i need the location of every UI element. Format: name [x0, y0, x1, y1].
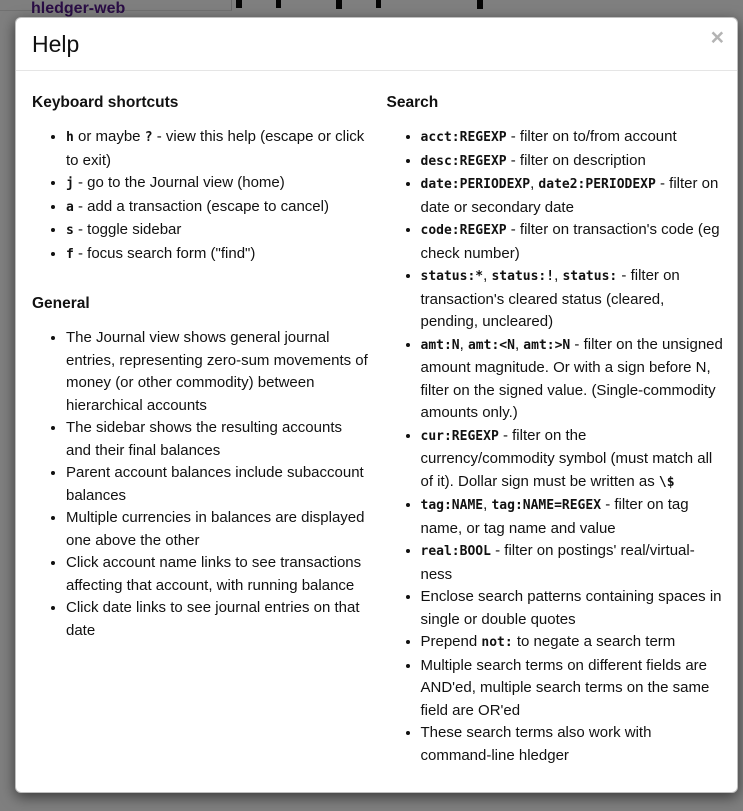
- list-item: • amt:N, amt:<N, amt:>N - filter on the unsigned amount magnitude. Or with a sign before N, filter on the signed value. (Single-commodity amounts only.): [421, 334, 724, 425]
- list-item: • cur:REGEXP - filter on the currency/commodity symbol (must match all of it). Dollar sign must be written as \$: [421, 425, 724, 495]
- inline-code: amt:<N: [467, 337, 515, 353]
- search-list: [387, 126, 724, 767]
- inline-code: status:!: [491, 269, 555, 284]
- list-item: • f - focus search form ("find"): [66, 243, 369, 267]
- list-item: • The Journal view shows general journal entries, representing zero-sum movements of money (or other commodity) between hierarchical accounts: [66, 327, 369, 417]
- list-item: • code:REGEXP - filter on transaction's code (eg check number): [421, 219, 724, 265]
- inline-code: ?: [144, 130, 153, 145]
- inline-code: desc:REGEXP: [420, 153, 507, 169]
- list-item: • Click account name links to see transactions affecting that account, with running balance: [66, 552, 369, 597]
- inline-code: real:BOOL: [420, 544, 491, 559]
- help-modal: [15, 17, 738, 793]
- inline-code: amt:>N: [523, 337, 571, 353]
- inline-code: date:PERIODEXP: [420, 177, 531, 192]
- list-item: • Click date links to see journal entries on that date: [66, 597, 369, 642]
- keyboard-shortcuts-heading: Keyboard shortcuts: [32, 94, 179, 111]
- list-item: • Parent account balances include subaccount balances: [66, 462, 369, 507]
- inline-code: status:: [562, 269, 618, 284]
- inline-code: a: [66, 199, 74, 215]
- inline-code: acct:REGEXP: [420, 130, 507, 145]
- list-item: • real:BOOL - filter on postings' real/virtual-ness: [421, 540, 724, 586]
- inline-code: f: [66, 246, 74, 262]
- inline-code: not:: [481, 635, 513, 650]
- list-item: • desc:REGEXP - filter on description: [421, 150, 724, 174]
- list-item: • These search terms also work with command-line hledger: [421, 722, 724, 767]
- help-left-column: [16, 73, 377, 767]
- list-item: • The sidebar shows the resulting accounts and their final balances: [66, 417, 369, 462]
- modal-header: [16, 18, 737, 71]
- list-item: • Multiple currencies in balances are displayed one above the other: [66, 507, 369, 552]
- inline-code: \$: [658, 474, 675, 490]
- list-item: • j - go to the Journal view (home): [66, 172, 369, 196]
- list-item: • s - toggle sidebar: [66, 219, 369, 243]
- inline-code: status:*: [420, 269, 484, 284]
- list-item: • a - add a transaction (escape to cancel): [66, 196, 369, 220]
- keyboard-shortcuts-list: [32, 126, 369, 266]
- modal-title: Help: [32, 31, 80, 57]
- list-item: • h or maybe ? - view this help (escape or click to exit): [66, 126, 369, 172]
- inline-code: h: [66, 130, 74, 145]
- inline-code: amt:N: [420, 337, 460, 353]
- list-item: • Prepend not: to negate a search term: [421, 631, 724, 655]
- list-item: • acct:REGEXP - filter on to/from account: [421, 126, 724, 150]
- list-item: • tag:NAME, tag:NAME=REGEX - filter on tag name, or tag name and value: [421, 494, 724, 540]
- search-heading: Search: [386, 94, 439, 111]
- help-right-column: [377, 73, 738, 767]
- inline-code: tag:NAME: [420, 498, 484, 513]
- list-item: • status:*, status:!, status: - filter on transaction's cleared status (cleared, pending, uncleared): [421, 265, 724, 334]
- inline-code: s: [66, 223, 74, 238]
- general-heading: General: [32, 295, 90, 312]
- inline-code: code:REGEXP: [420, 223, 507, 238]
- list-item: • date:PERIODEXP, date2:PERIODEXP - filter on date or secondary date: [421, 173, 724, 219]
- close-icon[interactable]: ×: [710, 24, 724, 50]
- inline-code: date2:PERIODEXP: [538, 177, 656, 192]
- inline-code: j: [66, 176, 74, 191]
- inline-code: tag:NAME=REGEX: [491, 498, 602, 513]
- list-item: • Multiple search terms on different fields are AND'ed, multiple search terms on the same field are OR'ed: [421, 655, 724, 723]
- modal-body: [16, 71, 737, 767]
- general-list: [32, 327, 369, 642]
- inline-code: cur:REGEXP: [420, 428, 499, 444]
- list-item: • Enclose search patterns containing spaces in single or double quotes: [421, 586, 724, 631]
